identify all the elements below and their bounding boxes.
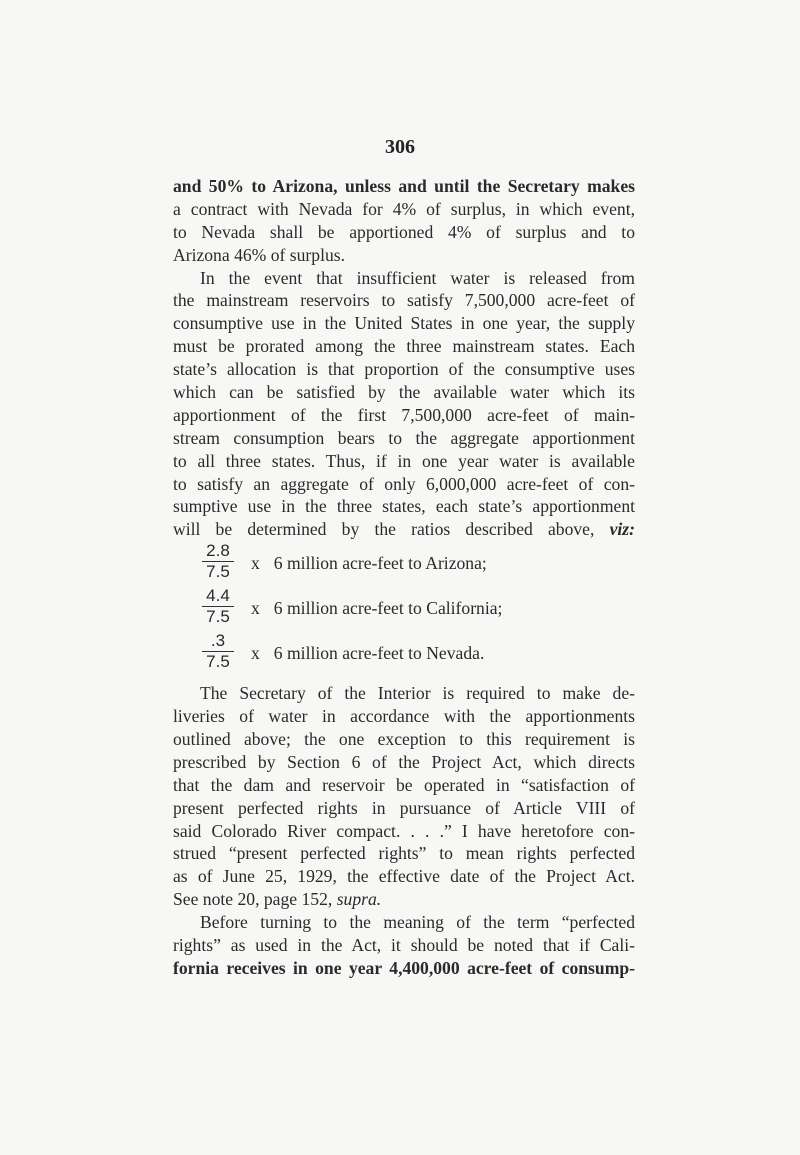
text-line: to Nevada shall be apportioned 4% of surplus and to <box>173 221 635 242</box>
text-line: outlined above; the one exception to this requirement is <box>173 729 635 750</box>
text-line: present perfected rights in pursuance of Article VIII of <box>173 797 635 818</box>
text-line: Before turning to the meaning of the term “perfected <box>200 912 635 933</box>
fraction-denominator: 7.5 <box>206 607 230 627</box>
fraction-description: 6 million acre-feet to California; <box>273 598 503 619</box>
text-line: stream consumption bears to the aggregate apportionment <box>173 427 635 448</box>
fraction-row-arizona <box>173 541 635 586</box>
text-line: The Secretary of the Interior is required to make de- <box>200 683 635 704</box>
text-line: prescribed by Section 6 of the Project Act, which directs <box>173 751 635 772</box>
fraction-text <box>251 597 502 620</box>
text-line: strued “present perfected rights” to mean rights perfected <box>173 843 635 864</box>
fraction-description: 6 million acre-feet to Nevada. <box>273 643 485 664</box>
text-line: to satisfy an aggregate of only 6,000,000 acre-feet of con- <box>173 473 635 494</box>
text-line <box>173 888 635 911</box>
fraction <box>201 586 235 627</box>
text-line: which can be satisfied by the available water which its <box>173 382 635 403</box>
fraction-denominator: 7.5 <box>206 562 230 582</box>
text-line: said Colorado River compact. . . .” I have heretofore con- <box>173 820 635 841</box>
text-line-body: See note 20, page 152, <box>173 889 333 910</box>
text-line: apportionment of the first 7,500,000 acre-feet of main- <box>173 404 635 425</box>
viz-italic: viz: <box>609 519 635 540</box>
times-sign: x <box>251 598 260 619</box>
text-line: fornia receives in one year 4,400,000 acre-feet of consump- <box>173 957 635 978</box>
text-line: a contract with Nevada for 4% of surplus, in which event, <box>173 198 635 219</box>
fraction-row-nevada <box>173 631 635 676</box>
text-line: and 50% to Arizona, unless and until the Secretary makes <box>173 176 635 196</box>
text-line: rights” as used in the Act, it should be noted that if Cali- <box>173 935 635 956</box>
fraction-numerator: 2.8 <box>206 541 230 561</box>
fraction-numerator: 4.4 <box>206 586 230 606</box>
times-sign: x <box>251 553 260 574</box>
fraction-row-california <box>173 586 635 631</box>
body-text <box>173 175 635 980</box>
text-line: as of June 25, 1929, the effective date of the Project Act. <box>173 866 635 887</box>
text-line: consumptive use in the United States in one year, the supply <box>173 313 635 334</box>
text-line: liveries of water in accordance with the apportionments <box>173 706 635 727</box>
text-line: In the event that insufficient water is released from <box>200 267 635 288</box>
fraction-text <box>251 642 484 665</box>
fraction <box>201 631 235 672</box>
fraction <box>201 541 235 582</box>
text-line: to all three states. Thus, if in one year water is available <box>173 450 635 471</box>
text-line: the mainstream reservoirs to satisfy 7,500,000 acre-feet of <box>173 290 635 311</box>
text-line: must be prorated among the three mainstream states. Each <box>173 336 635 357</box>
text-line: sumptive use in the three states, each state’s apportionment <box>173 496 635 517</box>
fraction-numerator: .3 <box>210 631 226 651</box>
times-sign: x <box>251 643 260 664</box>
supra-italic: supra. <box>336 889 382 910</box>
text-line: that the dam and reservoir be operated in “satisfaction of <box>173 774 635 795</box>
fraction-description: 6 million acre-feet to Arizona; <box>273 553 487 574</box>
text-line: Arizona 46% of surplus. <box>173 244 345 265</box>
page-number: 306 <box>385 136 415 158</box>
text-line: state’s allocation is that proportion of the consumptive uses <box>173 359 635 380</box>
text-line <box>173 518 635 541</box>
fraction-text <box>251 552 487 575</box>
text-line-body: will be determined by the ratios described above, <box>173 519 595 540</box>
fraction-denominator: 7.5 <box>206 652 230 672</box>
